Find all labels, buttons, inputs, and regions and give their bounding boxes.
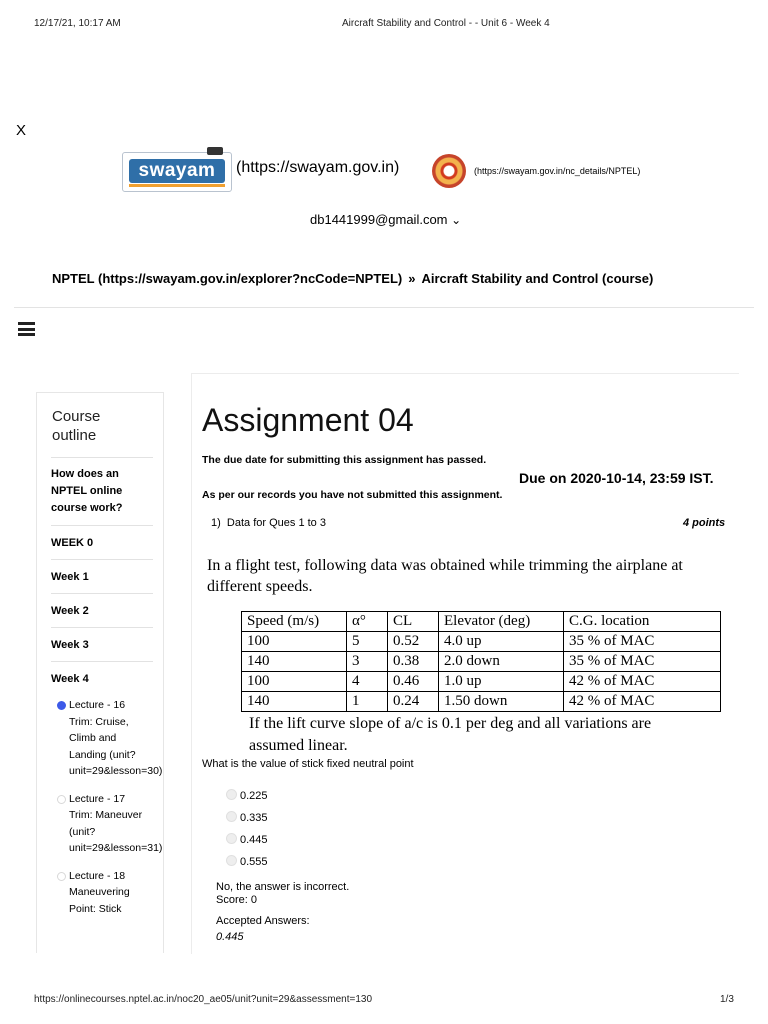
question-header	[211, 517, 326, 529]
page-title: Assignment 04	[202, 402, 414, 438]
nptel-link[interactable]: (https://swayam.gov.in/nc_details/NPTEL)	[474, 166, 641, 176]
answer-option[interactable]	[226, 811, 268, 824]
table-cell: 140	[242, 652, 347, 672]
option-label: 0.555	[240, 856, 268, 868]
question-text-line: In a flight test, following data was obtained while trimming the airplane at	[207, 557, 683, 574]
table-row	[242, 672, 721, 692]
column-header: CL	[388, 612, 439, 632]
table-cell: 5	[347, 632, 388, 652]
lecture-label: Lecture - 18	[69, 869, 126, 882]
table-cell: 35 % of MAC	[564, 652, 721, 672]
breadcrumb-separator: »	[408, 271, 416, 286]
sidebar-lecture-18[interactable]	[55, 868, 163, 918]
question-number: 1)	[211, 517, 221, 529]
question-points: 4 points	[683, 517, 726, 529]
due-passed-notice: The due date for submitting this assignment has passed.	[202, 454, 487, 466]
accepted-label: Accepted Answers:	[216, 915, 310, 927]
sidebar-title-line: Course	[52, 408, 101, 425]
swayam-logo-text: swayam	[129, 159, 225, 183]
radio-icon[interactable]	[226, 833, 237, 844]
sidebar-title-line: outline	[52, 427, 97, 444]
sidebar-lecture-17[interactable]	[55, 791, 163, 857]
table-cell: 1	[347, 692, 388, 712]
answer-option[interactable]	[226, 789, 268, 802]
table-cell: 3	[347, 652, 388, 672]
breadcrumb-course[interactable]: Aircraft Stability and Control (course)	[421, 271, 654, 286]
question-prompt: What is the value of stick fixed neutral point	[202, 758, 414, 770]
table-cell: 2.0 down	[439, 652, 564, 672]
table-row	[242, 652, 721, 672]
lecture-label: Trim: Maneuver	[69, 809, 143, 821]
column-header: C.G. location	[564, 612, 721, 632]
accepted-value: 0.445	[216, 931, 244, 943]
swayam-tagline-bar	[129, 184, 225, 187]
table-cell: 100	[242, 632, 347, 652]
answer-option[interactable]	[226, 855, 268, 868]
table-row	[242, 632, 721, 652]
table-cell: 4.0 up	[439, 632, 564, 652]
table-cell: 0.24	[388, 692, 439, 712]
swayam-logo[interactable]	[122, 152, 232, 192]
due-date: Due on 2020-10-14, 23:59 IST.	[519, 470, 714, 486]
header-divider	[14, 307, 754, 308]
answer-option[interactable]	[226, 833, 268, 846]
table-cell: 140	[242, 692, 347, 712]
sidebar-item-week-0[interactable]: WEEK 0	[51, 526, 153, 560]
lecture-label: Climb and	[69, 732, 117, 744]
print-page-number: 1/3	[720, 994, 734, 1005]
print-url: https://onlinecourses.nptel.ac.in/noc20_ae05/unit?unit=29&assessment=130	[34, 994, 373, 1005]
sidebar-title	[52, 407, 163, 445]
sidebar-item-week-1[interactable]: Week 1	[51, 560, 153, 594]
sidebar-item-week-3[interactable]: Week 3	[51, 628, 153, 662]
sidebar-item-label: course work?	[51, 502, 123, 514]
radio-icon[interactable]	[226, 811, 237, 822]
option-label: 0.445	[240, 834, 268, 846]
sidebar-lecture-16[interactable]	[55, 697, 163, 780]
question-text-line: assumed linear.	[249, 737, 348, 754]
table-cell: 1.50 down	[439, 692, 564, 712]
lecture-label: Lecture - 17	[69, 792, 126, 805]
lecture-status-icon	[57, 795, 66, 804]
question-label: Data for Ques 1 to 3	[226, 517, 326, 529]
question-text-line: If the lift curve slope of a/c is 0.1 per deg and all variations are	[249, 715, 652, 732]
table-cell: 35 % of MAC	[564, 632, 721, 652]
chevron-down-icon: ⌄	[451, 213, 462, 227]
lecture-label: Landing (unit?	[69, 748, 136, 761]
score-text: Score: 0	[216, 894, 257, 906]
course-outline-sidebar	[36, 392, 164, 953]
nptel-logo-icon[interactable]	[432, 154, 466, 188]
sidebar-item-label: NPTEL online	[51, 485, 123, 497]
breadcrumb-nptel-link[interactable]: NPTEL (https://swayam.gov.in/explorer?ncCode=NPTEL)	[52, 271, 403, 286]
table-header-row	[242, 612, 721, 632]
swayam-link[interactable]: (https://swayam.gov.in)	[236, 159, 400, 176]
table-cell: 100	[242, 672, 347, 692]
sidebar-item-week-2[interactable]: Week 2	[51, 594, 153, 628]
table-cell: 42 % of MAC	[564, 672, 721, 692]
radio-icon[interactable]	[226, 855, 237, 866]
print-datetime: 12/17/21, 10:17 AM	[34, 18, 121, 29]
table-cell: 4	[347, 672, 388, 692]
sidebar-item-label: How does an	[51, 468, 119, 480]
breadcrumb	[52, 271, 653, 286]
question-intro	[207, 555, 717, 597]
answer-feedback	[216, 881, 349, 907]
lecture-label: Point: Stick	[69, 902, 122, 915]
lecture-label: unit=29&lesson=30)	[69, 765, 163, 777]
book-icon	[207, 147, 223, 155]
question-conditions	[249, 713, 729, 757]
table-cell: 0.46	[388, 672, 439, 692]
menu-icon[interactable]	[18, 322, 35, 336]
lecture-status-icon	[57, 872, 66, 881]
lecture-label: (unit?	[69, 825, 96, 838]
sidebar-item-week-4[interactable]: Week 4	[51, 673, 89, 685]
table-cell: 1.0 up	[439, 672, 564, 692]
feedback-text: No, the answer is incorrect.	[216, 881, 350, 893]
accepted-answers	[216, 913, 310, 945]
lecture-status-icon	[57, 701, 66, 710]
lecture-label: Trim: Cruise,	[69, 715, 129, 728]
column-header: Elevator (deg)	[439, 612, 564, 632]
option-label: 0.335	[240, 812, 268, 824]
radio-icon[interactable]	[226, 789, 237, 800]
table-cell: 42 % of MAC	[564, 692, 721, 712]
print-page-title: Aircraft Stability and Control - - Unit 6 - Week 4	[342, 18, 550, 29]
user-menu[interactable]	[310, 212, 461, 227]
close-icon[interactable]: X	[16, 122, 27, 139]
user-email: db1441999@gmail.com	[310, 212, 448, 227]
table-cell: 0.38	[388, 652, 439, 672]
question-text-line: different speeds.	[207, 578, 313, 595]
sidebar-item-how-it-works[interactable]	[51, 458, 153, 526]
lecture-label: Lecture - 16	[69, 699, 126, 711]
table-cell: 0.52	[388, 632, 439, 652]
lecture-label: Maneuvering	[69, 886, 130, 898]
column-header: α°	[347, 612, 388, 632]
table-row	[242, 692, 721, 712]
flight-test-table	[241, 611, 721, 712]
submission-status: As per our records you have not submitted this assignment.	[202, 489, 503, 501]
lecture-label: unit=29&lesson=31)	[69, 842, 163, 854]
column-header: Speed (m/s)	[242, 612, 347, 632]
option-label: 0.225	[240, 790, 268, 802]
